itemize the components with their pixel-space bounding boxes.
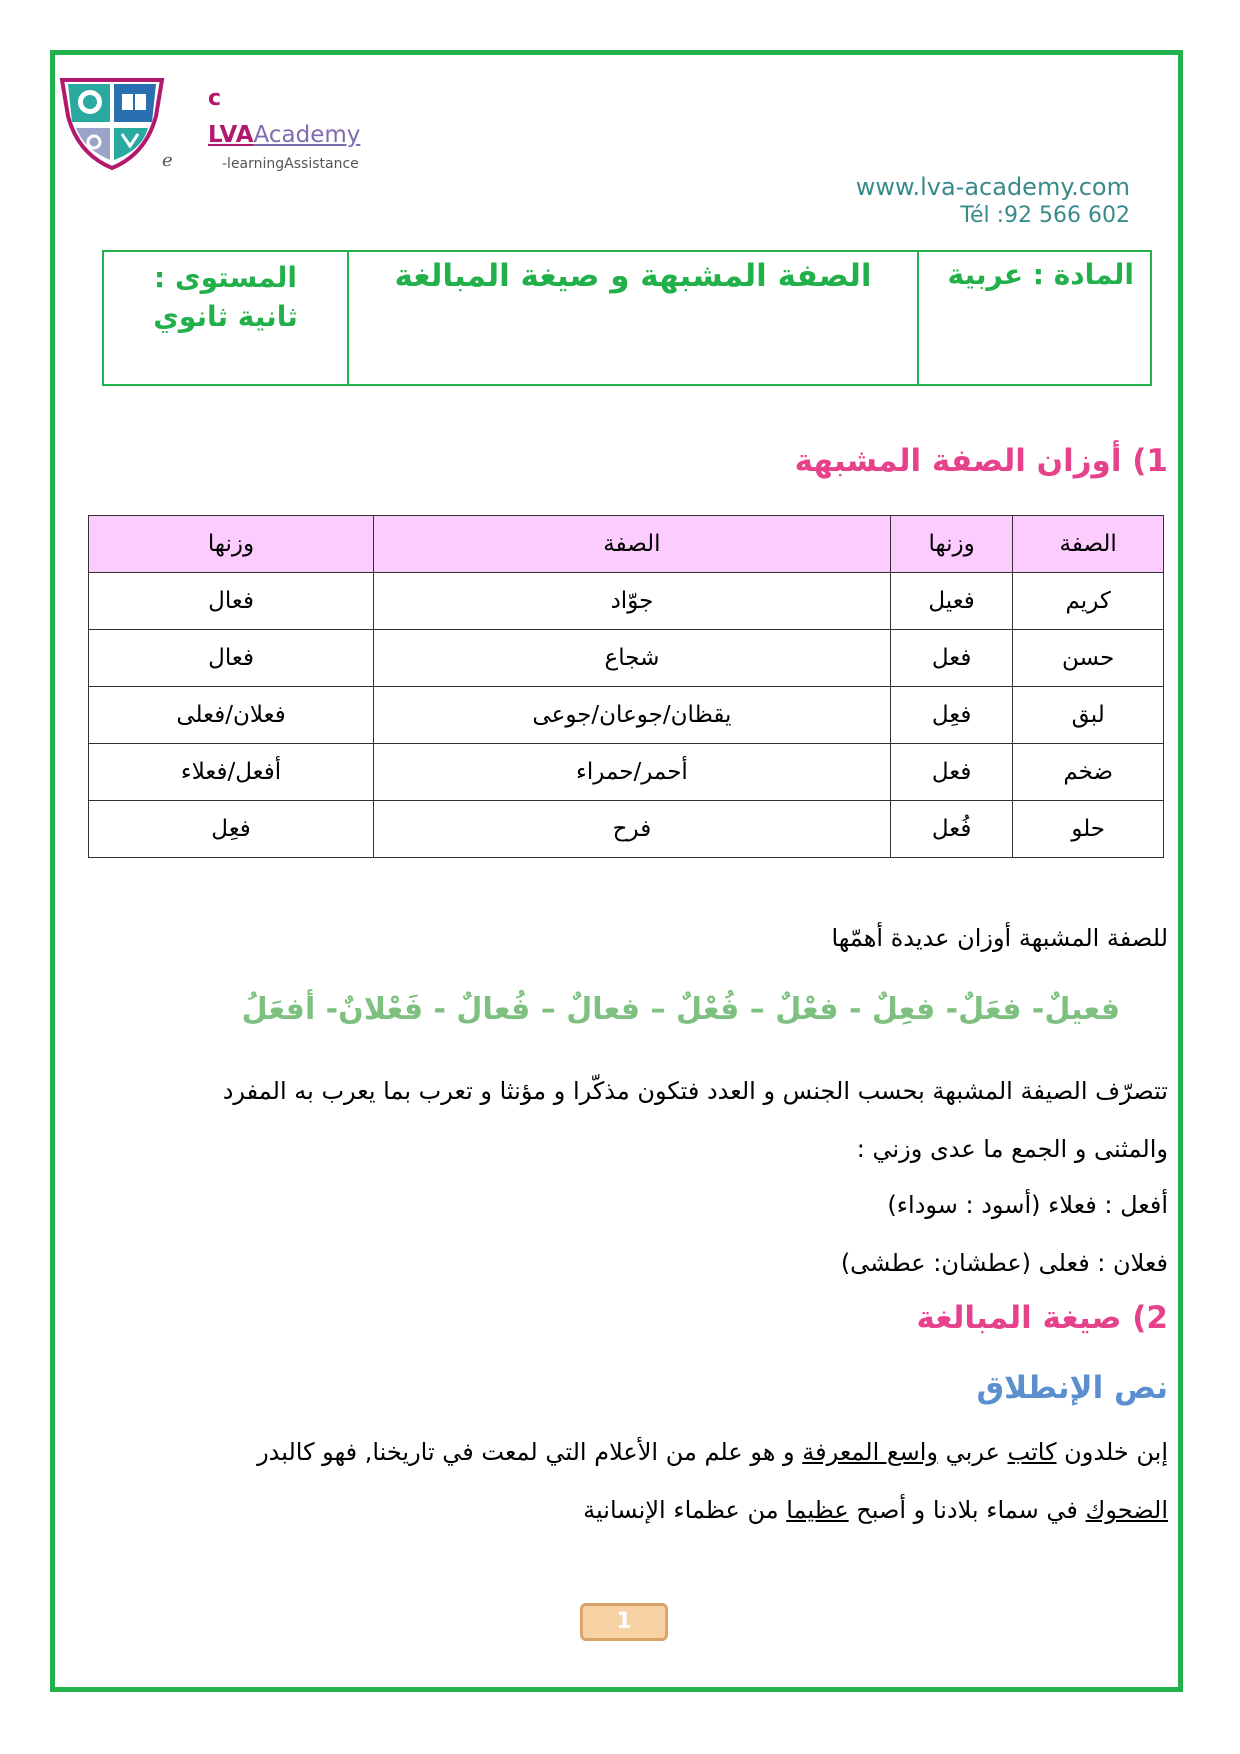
table-cell: حلو: [1013, 801, 1164, 858]
paragraph-line: فعلان : فعلى (عطشان: عطشى): [840, 1249, 1168, 1277]
intro-text: للصفة المشبهة أوزان عديدة أهمّها: [831, 924, 1168, 952]
table-cell: يقظان/جوعان/جوعى: [374, 687, 891, 744]
table-cell: جوّاد: [374, 573, 891, 630]
brand-tagline: -learningAssistance: [222, 156, 359, 172]
subject-label: المادة : عربية: [917, 252, 1150, 384]
table-cell: فعِل: [89, 801, 374, 858]
table-cell: ضخم: [1013, 744, 1164, 801]
table-row: [89, 744, 1164, 801]
text-segment: و هو علم من الأعلام التي لمعت في تاريخنا, فهو كالبدر: [257, 1438, 803, 1466]
table-cell: شجاع: [374, 630, 891, 687]
section2-title: 2) صيغة المبالغة: [916, 1300, 1168, 1336]
paragraph-line: تتصرّف الصيفة المشبهة بحسب الجنس و العدد فتكون مذكّرا و مؤنثا و تعرب بما يعرب به المفرد: [222, 1077, 1168, 1105]
weights-list: فعيلٌ- فعَلٌ- فعِلٌ - فعْلٌ – فُعْلٌ – فعالٌ – فُعالٌ - فَعْلانٌ- أفعَلُ: [241, 992, 1120, 1027]
text-paragraph-line2: [583, 1494, 1168, 1528]
table-cell: فعِل: [890, 687, 1013, 744]
patterns-table: [88, 515, 1164, 858]
level-label: المستوى : ثانية ثانوي: [153, 261, 298, 334]
page-number-badge: 1: [580, 1603, 668, 1641]
brand-name: [208, 122, 360, 148]
table-row: [89, 687, 1164, 744]
table-row: [89, 801, 1164, 858]
table-cell: كريم: [1013, 573, 1164, 630]
table-cell: فعل: [890, 744, 1013, 801]
table-row: [89, 630, 1164, 687]
website-link[interactable]: www.lva-academy.com: [855, 173, 1130, 201]
section1-title: 1) أوزان الصفة المشبهة: [794, 443, 1168, 479]
text-segment: عربي: [938, 1438, 1008, 1466]
text-segment: في سماء بلادنا و أصبح: [848, 1496, 1086, 1524]
table-cell: حسن: [1013, 630, 1164, 687]
underlined-word: عظيما: [786, 1496, 849, 1524]
brand-e: e: [162, 150, 173, 171]
underlined-word: واسع المعرفة: [802, 1438, 939, 1466]
lesson-title: الصفة المشبهة و صيغة المبالغة: [347, 252, 917, 384]
underlined-word: الضحوك: [1085, 1496, 1168, 1524]
text-paragraph-line1: [257, 1436, 1168, 1470]
table-cell: فعال: [89, 573, 374, 630]
table-cell: فعل: [890, 630, 1013, 687]
header-box: [102, 250, 1152, 386]
table-cell: فرح: [374, 801, 891, 858]
lva-academy-logo-icon: [56, 76, 168, 170]
text-segment: من عظماء الإنسانية: [583, 1496, 787, 1524]
table-header-cell: وزنها: [890, 516, 1013, 573]
brand-name-rest: Academy: [253, 122, 361, 148]
section2-subtitle: نص الإنطلاق: [976, 1370, 1168, 1406]
table-cell: فعلان/فعلى: [89, 687, 374, 744]
text-segment: إبن خلدون: [1056, 1438, 1168, 1466]
paragraph-line: أفعل : فعلاء (أسود : سوداء): [887, 1191, 1168, 1219]
table-cell: فعيل: [890, 573, 1013, 630]
table-row: [89, 573, 1164, 630]
paragraph-line: والمثنى و الجمع ما عدى وزني :: [856, 1135, 1168, 1163]
underlined-word: كاتب: [1007, 1438, 1057, 1466]
brand-name-bold: LVA: [208, 122, 254, 148]
table-cell: فعال: [89, 630, 374, 687]
table-cell: لبق: [1013, 687, 1164, 744]
table-cell: أحمر/حمراء: [374, 744, 891, 801]
table-header-cell: الصفة: [374, 516, 891, 573]
table-cell: فُعل: [890, 801, 1013, 858]
table-cell: أفعل/فعلاء: [89, 744, 374, 801]
table-header-cell: وزنها: [89, 516, 374, 573]
table-header-row: [89, 516, 1164, 573]
brand-c: c: [208, 86, 222, 111]
telephone: Tél :92 566 602: [960, 203, 1130, 228]
table-header-cell: الصفة: [1013, 516, 1164, 573]
